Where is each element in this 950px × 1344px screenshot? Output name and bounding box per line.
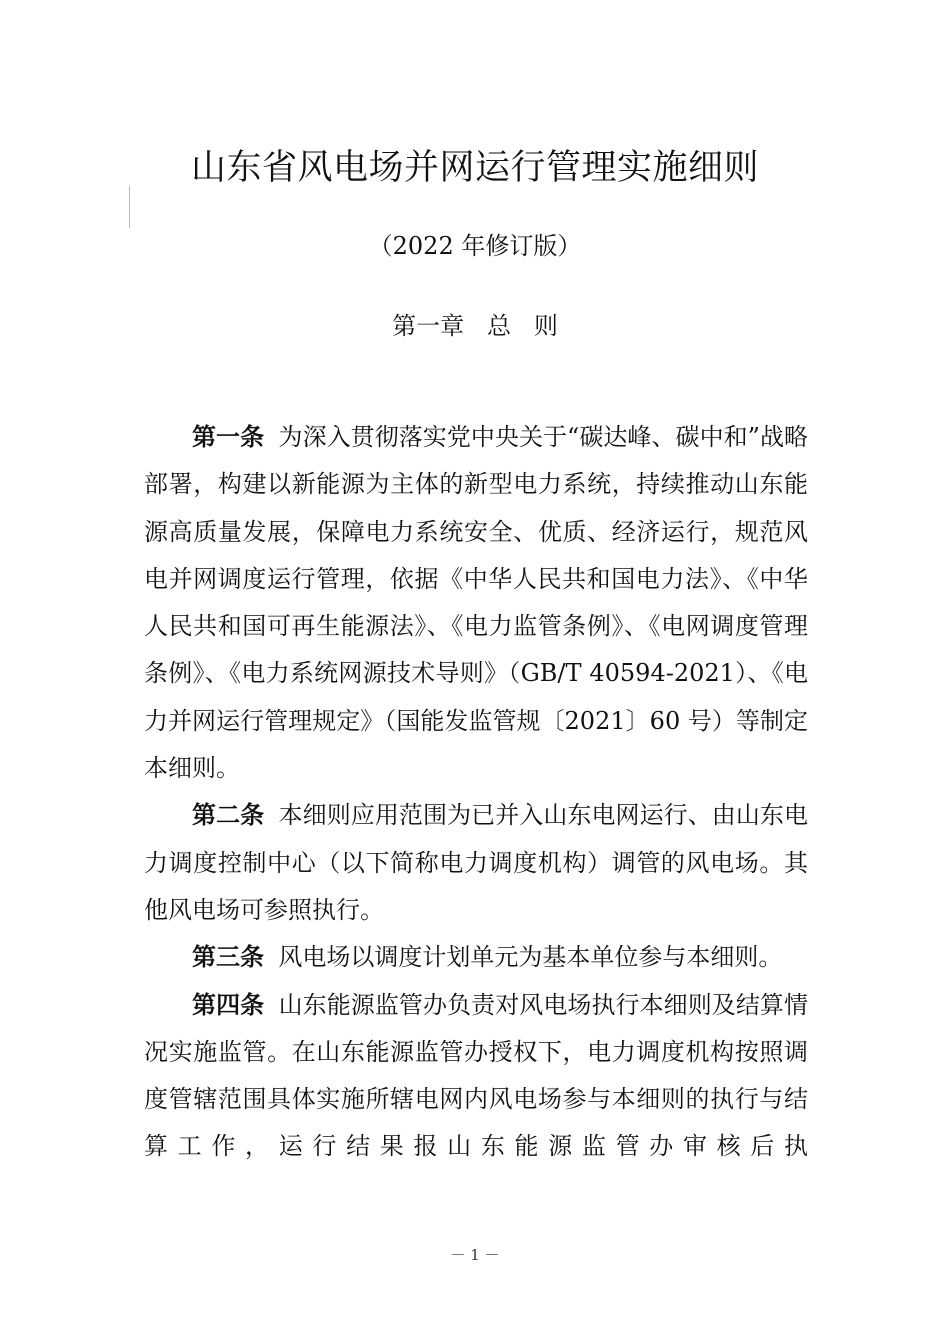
article-label: 第二条 (192, 801, 265, 830)
article-text: 山东能源监管办负责对风电场执行本细则及结算情况实施监管。在山东能源监管办授权下，电力调度机构按照调度管辖范围具体实施所辖电网内风电场参与本细则的执行与结算工作，运行结果报山东能源监管办审核后执 (144, 990, 809, 1161)
article-3 (144, 934, 808, 981)
article-text: 本细则应用范围为已并入山东电网运行、由山东电力调度控制中心（以下简称电力调度机构）调管的风电场。其他风电场可参照执行。 (144, 801, 809, 924)
document-title: 山东省风电场并网运行管理实施细则 (190, 148, 759, 188)
chapter-heading: 第一章 总 则 (392, 312, 558, 340)
article-1 (144, 414, 808, 792)
article-label: 第一条 (192, 423, 265, 451)
document-subtitle: （2022 年修订版） (368, 232, 582, 260)
article-4 (144, 982, 808, 1171)
article-label: 第四条 (192, 990, 265, 1019)
page-number: － 1 － (450, 1246, 500, 1264)
article-text: 风电场以调度计划单元为基本单位参与本细则。 (278, 943, 783, 972)
article-2 (144, 792, 808, 934)
document-body (144, 414, 808, 1171)
article-text: 为深入贯彻落实党中央关于“碳达峰、碳中和”战略部署，构建以新能源为主体的新型电力系统，持续推动山东能源高质量发展，保障电力系统安全、优质、经济运行，规范风电并网调度运行管理，依据《中华人民共和国电力法》、《中华人民共和国可再生能源法》、《电力监管条例》、《电网调度管理条例》、《电力系统网源技术导则》（GB/T 40594-2021）、《电力并网运行管理规定》（国能发监管规〔2021〕60 号）等制定本细则。 (144, 423, 809, 783)
article-label: 第三条 (192, 943, 264, 972)
